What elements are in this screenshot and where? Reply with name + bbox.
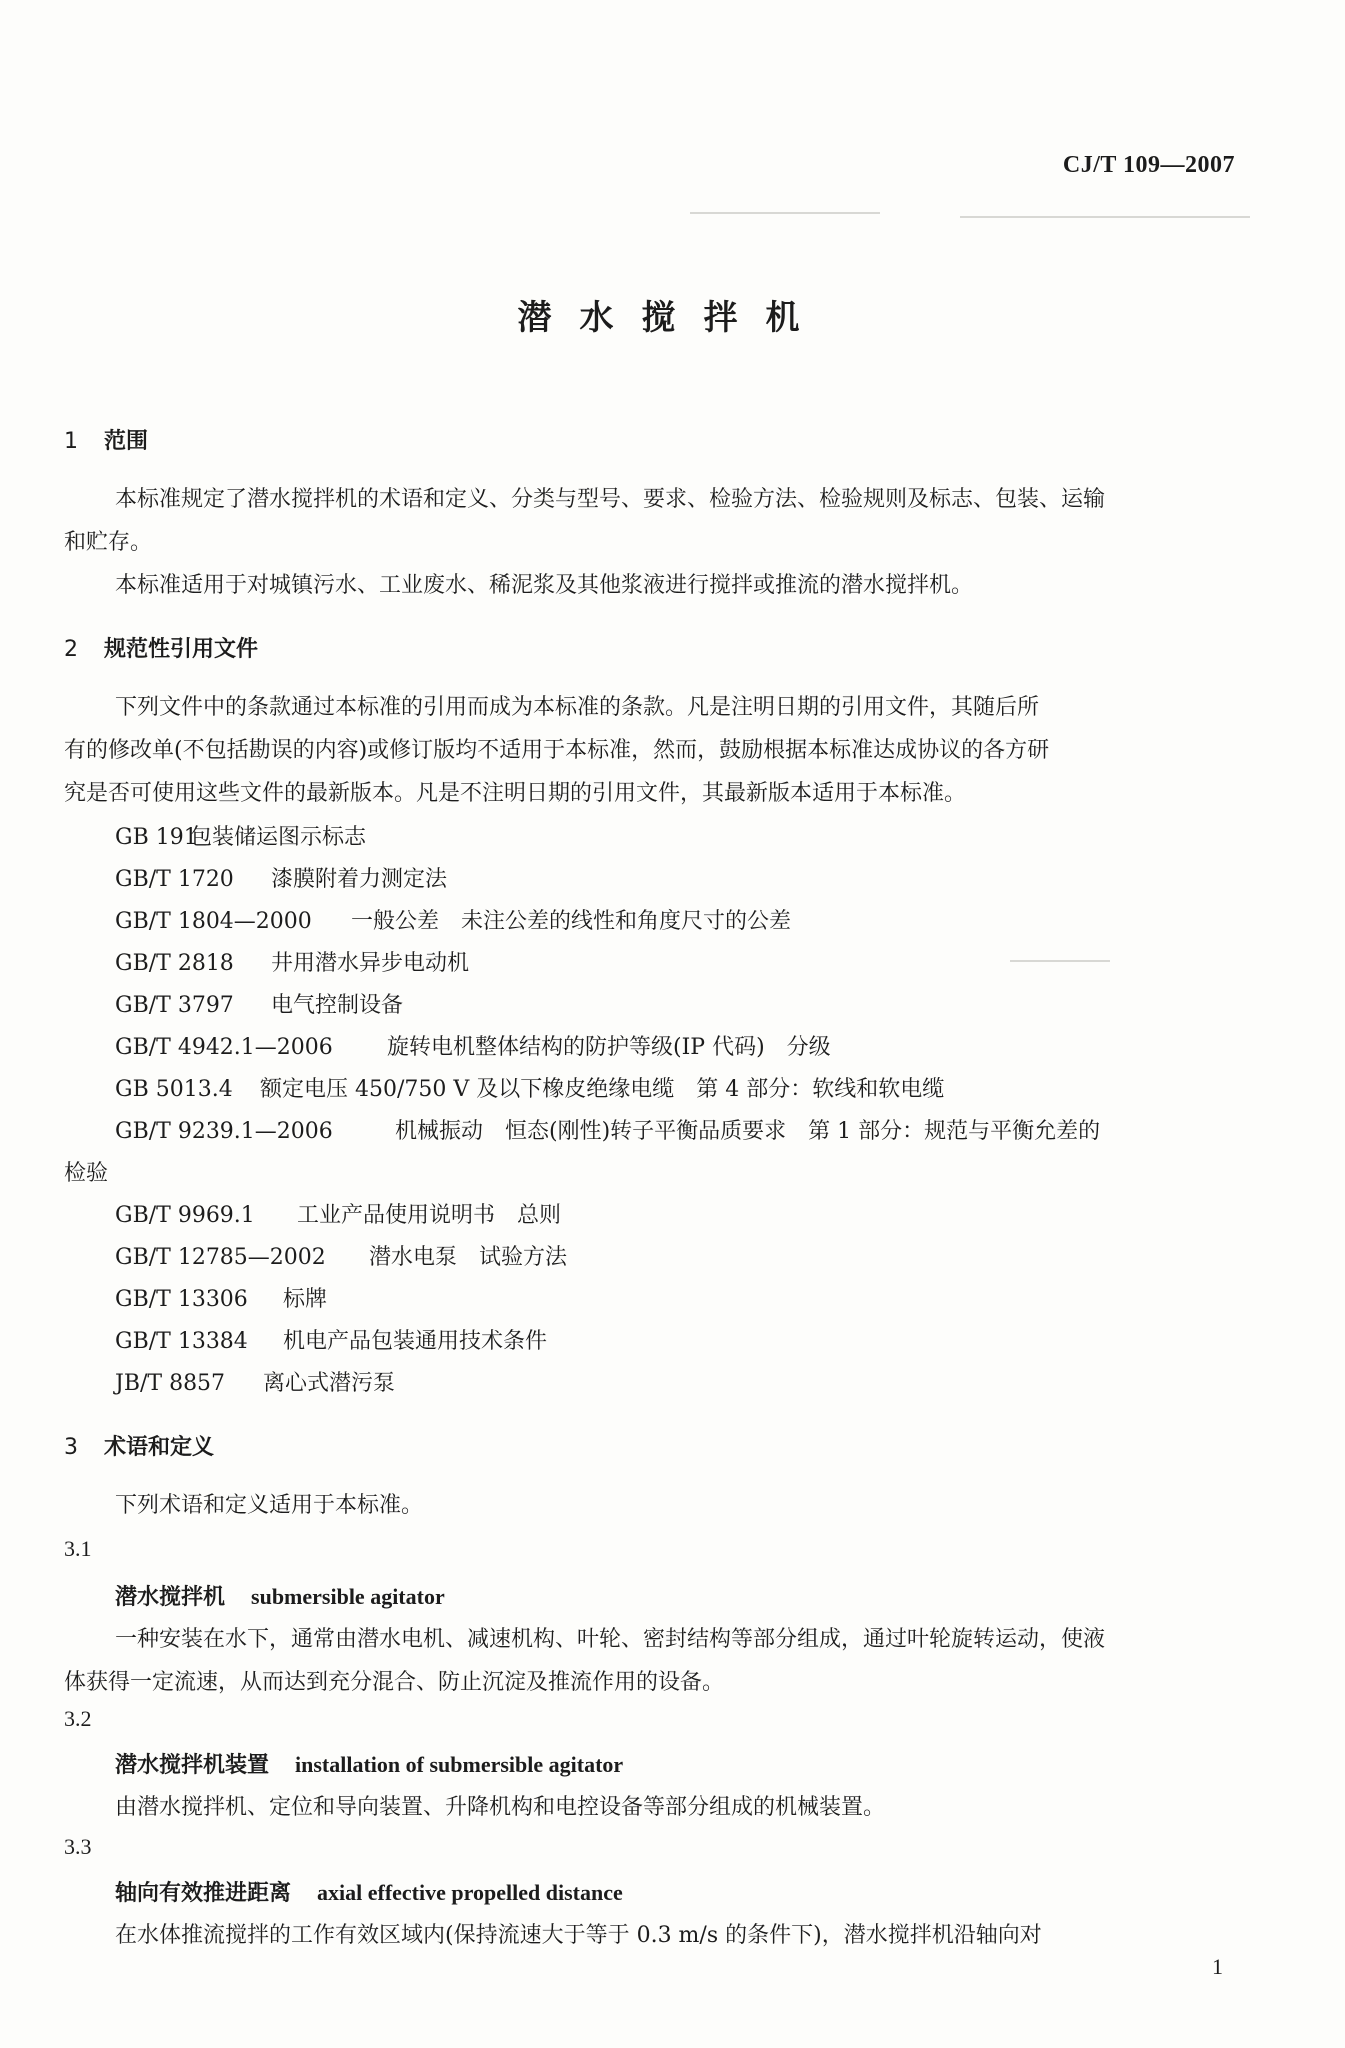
reference-item <box>115 1366 395 1397</box>
reference-item <box>115 1030 831 1061</box>
reference-code: GB/T 1804—2000 <box>115 909 312 934</box>
section-heading-3 <box>64 1430 214 1461</box>
section-title: 范围 <box>104 429 149 454</box>
term-definition: 在水体推流搅拌的工作有效区域内(保持流速大于等于 0.3 m/s 的条件下)，潜水搅拌机沿轴向对 <box>115 1923 1042 1948</box>
reference-code: GB/T 3797 <box>115 993 234 1018</box>
term-zh: 轴向有效推进距离 <box>115 1881 292 1906</box>
reference-title: 潜水电泵 试验方法 <box>369 1245 568 1270</box>
reference-item <box>115 1282 327 1313</box>
reference-continuation <box>64 1156 108 1187</box>
document-title: 潜水搅拌机 <box>517 298 828 338</box>
page-number: 1 <box>1212 1954 1223 1979</box>
term-definition: 一种安装在水下，通常由潜水电机、减速机构、叶轮、密封结构等部分组成，通过叶轮旋转运动，使液 <box>115 1627 1106 1652</box>
paragraph: 和贮存。 <box>64 530 153 555</box>
term-heading <box>115 1580 445 1611</box>
paragraph: 下列术语和定义适用于本标准。 <box>115 1493 424 1518</box>
reference-title: 旋转电机整体结构的防护等级(IP 代码) 分级 <box>387 1035 831 1060</box>
section-title: 术语和定义 <box>104 1435 215 1460</box>
section-heading-1 <box>64 424 148 455</box>
reference-title: 电气控制设备 <box>271 993 404 1018</box>
scan-artifact-line <box>1010 960 1110 962</box>
reference-item <box>115 1114 1100 1145</box>
clause-number: 3.1 <box>64 1536 92 1561</box>
clause-number: 3.2 <box>64 1706 92 1731</box>
section-number: 1 <box>64 429 78 454</box>
reference-code: GB/T 13384 <box>115 1329 248 1354</box>
term-definition: 体获得一定流速，从而达到充分混合、防止沉淀及推流作用的设备。 <box>64 1670 725 1695</box>
paragraph: 本标准规定了潜水搅拌机的术语和定义、分类与型号、要求、检验方法、检验规则及标志、包装、运输 <box>115 487 1106 512</box>
reference-code: GB/T 1720 <box>115 867 234 892</box>
paragraph: 究是否可使用这些文件的最新版本。凡是不注明日期的引用文件，其最新版本适用于本标准。 <box>64 781 967 806</box>
paragraph: 下列文件中的条款通过本标准的引用而成为本标准的条款。凡是注明日期的引用文件，其随后所 <box>115 695 1040 720</box>
reference-title: 机电产品包装通用技术条件 <box>283 1329 548 1354</box>
scan-artifact-line <box>690 212 880 214</box>
reference-code: GB/T 9969.1 <box>115 1203 255 1228</box>
reference-item <box>115 1072 944 1103</box>
reference-item <box>115 1198 561 1229</box>
reference-title: 额定电压 450/750 V 及以下橡皮绝缘电缆 第 4 部分：软线和软电缆 <box>260 1077 945 1102</box>
reference-title: 离心式潜污泵 <box>263 1371 396 1396</box>
reference-code: GB/T 12785—2002 <box>115 1245 326 1270</box>
section-title: 规范性引用文件 <box>104 637 259 662</box>
reference-code: JB/T 8857 <box>115 1371 226 1396</box>
reference-code: GB/T 2818 <box>115 951 234 976</box>
reference-title: 漆膜附着力测定法 <box>271 867 448 892</box>
paragraph: 有的修改单(不包括勘误的内容)或修订版均不适用于本标准，然而，鼓励根据本标准达成协议的各方研 <box>64 738 1050 763</box>
term-heading <box>115 1748 623 1779</box>
reference-code: GB 5013.4 <box>115 1077 233 1102</box>
reference-title: 检验 <box>64 1161 109 1186</box>
reference-item <box>115 1324 547 1355</box>
reference-title: 标牌 <box>283 1287 328 1312</box>
reference-item <box>115 862 447 893</box>
reference-item <box>115 988 403 1019</box>
clause-number: 3.3 <box>64 1834 92 1859</box>
term-zh: 潜水搅拌机 <box>115 1585 226 1610</box>
term-heading <box>115 1876 623 1907</box>
scan-artifact-line <box>960 216 1250 218</box>
term-en: installation of submersible agitator <box>295 1752 624 1777</box>
term-en: submersible agitator <box>251 1584 445 1609</box>
reference-title: 工业产品使用说明书 总则 <box>297 1203 562 1228</box>
section-heading-2 <box>64 632 258 663</box>
paragraph: 本标准适用于对城镇污水、工业废水、稀泥浆及其他浆液进行搅拌或推流的潜水搅拌机。 <box>115 573 974 598</box>
term-definition: 由潜水搅拌机、定位和导向装置、升降机构和电控设备等部分组成的机械装置。 <box>115 1795 886 1820</box>
reference-item <box>115 820 366 851</box>
reference-code: GB 191 <box>115 825 198 850</box>
section-number: 3 <box>64 1435 78 1460</box>
reference-item <box>115 1240 567 1271</box>
standard-code: CJ/T 109—2007 <box>1062 152 1235 178</box>
reference-item <box>115 904 791 935</box>
reference-code: GB/T 9239.1—2006 <box>115 1119 333 1144</box>
reference-item <box>115 946 469 977</box>
reference-title: 包装储运图示标志 <box>190 825 367 850</box>
reference-code: GB/T 13306 <box>115 1287 248 1312</box>
reference-code: GB/T 4942.1—2006 <box>115 1035 333 1060</box>
reference-title: 井用潜水异步电动机 <box>271 951 470 976</box>
section-number: 2 <box>64 637 78 662</box>
term-zh: 潜水搅拌机装置 <box>115 1753 270 1778</box>
reference-title: 机械振动 恒态(刚性)转子平衡品质要求 第 1 部分：规范与平衡允差的 <box>395 1119 1101 1144</box>
term-en: axial effective propelled distance <box>317 1880 623 1905</box>
reference-title: 一般公差 未注公差的线性和角度尺寸的公差 <box>351 909 792 934</box>
